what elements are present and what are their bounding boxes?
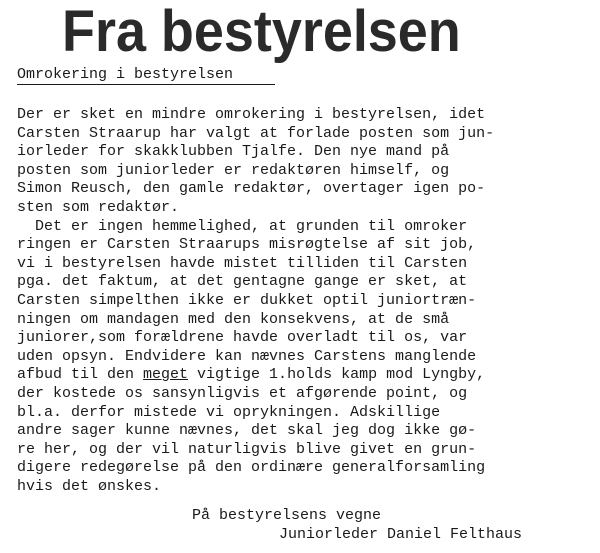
text-line: iorleder for skakklubben Tjalfe. Den nye mand på	[17, 143, 450, 161]
text-line: juniorer,som forældrene havde overladt til os, var	[17, 329, 468, 347]
text-line: pga. det faktum, at det gentagne gange er sket, at	[17, 273, 468, 291]
text-line: digere redegørelse på den ordinære generalforsamling	[17, 459, 486, 477]
text-line: Carsten simpelthen ikke er dukket optil juniortræn-	[17, 291, 477, 309]
text-line: re her, og der vil naturligvis blive givet en grun-	[17, 440, 477, 458]
text-line: andre sager kunne nævnes, det skal jeg dog ikke gø-	[17, 422, 477, 440]
text-line: Der er sket en mindre omrokering i bestyrelsen, idet	[17, 106, 486, 123]
section-heading: Omrokering i bestyrelsen	[17, 66, 234, 83]
text-line: Simon Reusch, den gamle redaktør, overtager igen po-	[17, 180, 486, 198]
section-heading-underline	[17, 84, 275, 85]
article-body	[17, 106, 597, 496]
text-line: ningen om mandagen med den konsekvens, at de små	[17, 310, 450, 328]
text-line: der kostede os sansynligvis et afgørende point, og	[17, 384, 468, 402]
text-line: hvis det ønskes.	[17, 477, 162, 495]
text-line: Carsten Straarup har valgt at forlade posten som jun-	[17, 124, 495, 142]
text-line: bl.a. derfor mistede vi oprykningen. Adskillige	[17, 403, 441, 421]
underlined-word: meget	[143, 366, 189, 384]
text-line: ringen er Carsten Straarups misrøgtelse af sit job,	[17, 236, 477, 254]
text-line: vi i bestyrelsen havde mistet tilliden til Carsten	[17, 254, 468, 272]
text-line-underlined	[17, 366, 597, 385]
signoff-line: På bestyrelsens vegne	[192, 507, 382, 524]
text-line: uden opsyn. Endvidere kan nævnes Carstens manglende	[17, 347, 477, 365]
headline: Fra bestyrelsen	[62, 0, 461, 64]
text-line: sten som redaktør.	[17, 198, 180, 216]
text-fragment: vigtige 1.holds kamp mod Lyngby,	[188, 366, 486, 384]
text-fragment: afbud til den	[17, 366, 144, 384]
text-line: posten som juniorleder er redaktøren himself, og	[17, 161, 450, 179]
signoff	[192, 506, 522, 544]
signoff-signature: Juniorleder Daniel Felthaus	[279, 526, 523, 543]
text-line: Det er ingen hemmelighed, at grunden til omroker	[17, 217, 468, 235]
